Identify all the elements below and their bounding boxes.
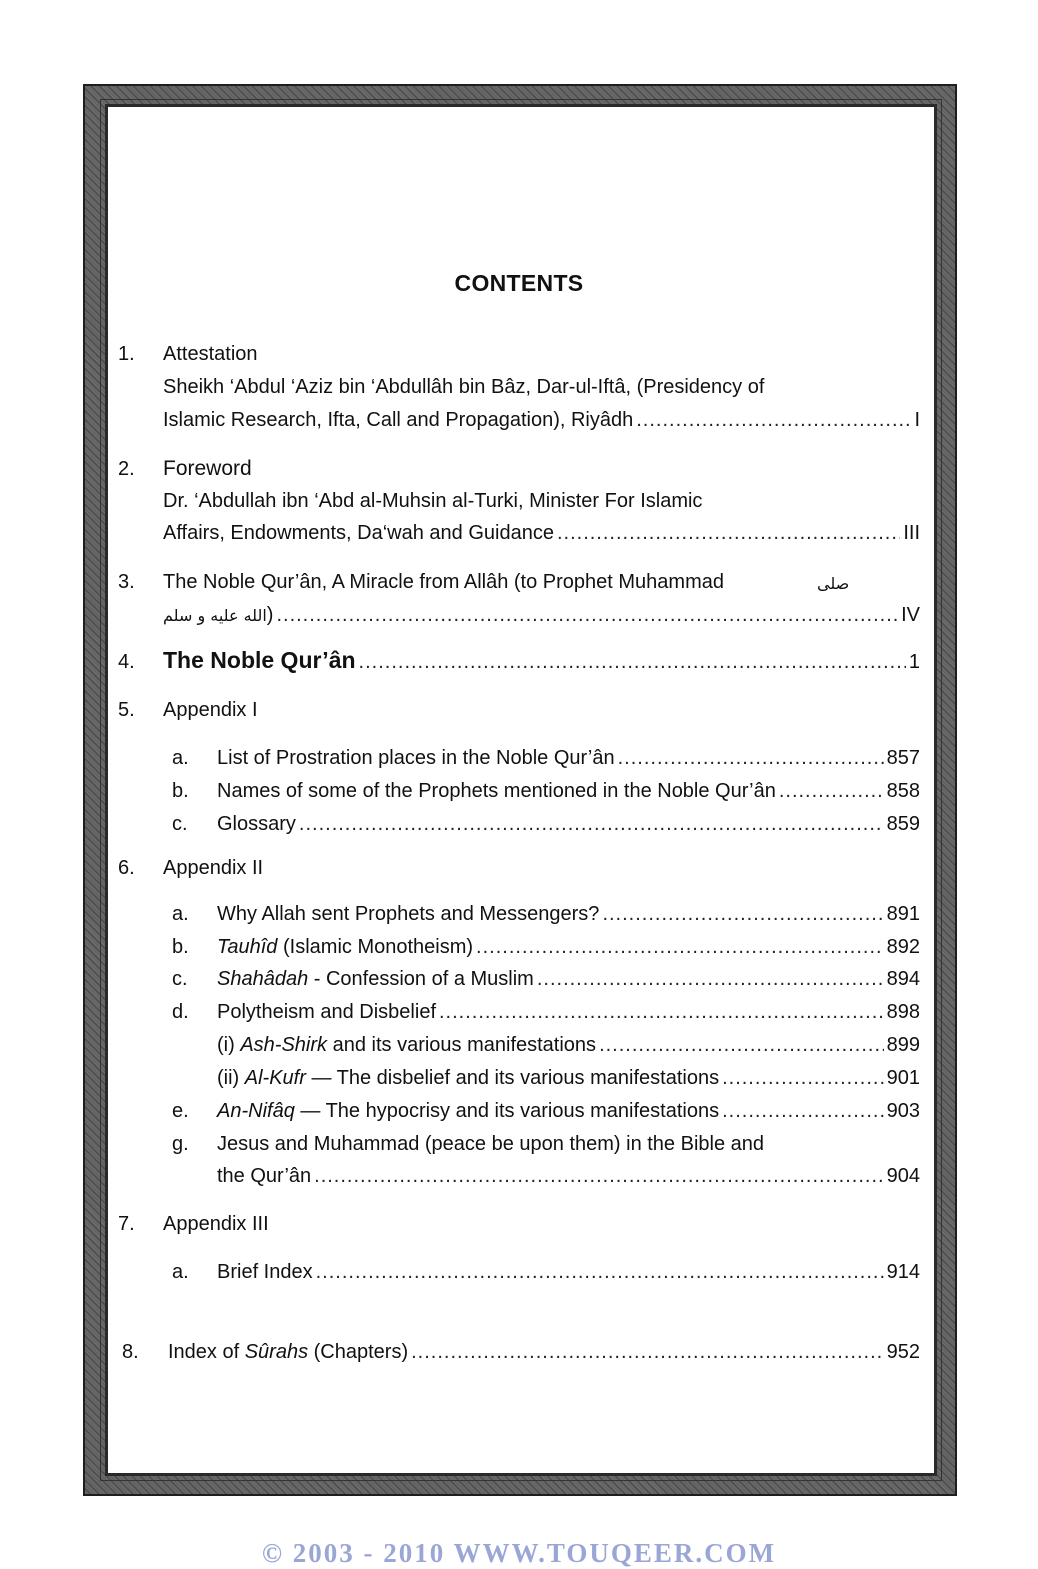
- copyright-footer: © 2003 - 2010 WWW.TOUQEER.COM: [261, 1538, 777, 1568]
- entry-6e-italic: An-Nifâq: [217, 1100, 295, 1122]
- entry-6a-letter: a.: [172, 903, 189, 925]
- entry-2-line2: [163, 521, 920, 545]
- entry-1-line2: [163, 408, 920, 432]
- entry-6g-line2: [217, 1164, 920, 1188]
- entry-6g-letter: g.: [172, 1133, 189, 1155]
- entry-7-heading: Appendix III: [163, 1213, 269, 1235]
- entry-6c-letter: c.: [172, 968, 188, 990]
- entry-2-line1: Dr. ‘Abdullah ibn ‘Abd al-Muhsin al-Turki, Minister For Islamic: [163, 490, 703, 512]
- entry-6d-i-text: and its various manifestations: [327, 1034, 597, 1056]
- entry-6b-page: 892: [886, 936, 920, 958]
- entry-6g-text: the Qur’ân: [217, 1165, 312, 1187]
- entry-5c-text: Glossary: [217, 813, 296, 835]
- entry-3-line1: The Noble Qur’ân, A Miracle from Allâh (to Prophet Muhammad: [163, 571, 724, 593]
- entry-5c-line: [217, 812, 920, 836]
- entry-4-page: 1: [908, 651, 920, 673]
- entry-5b-text: Names of some of the Prophets mentioned in the Noble Qur’ân: [217, 780, 776, 802]
- entry-6d-page: 898: [886, 1001, 920, 1023]
- entry-6d-i-line: [217, 1033, 920, 1057]
- entry-4-line: [163, 648, 920, 674]
- entry-4-heading: The Noble Qur’ân: [163, 647, 356, 673]
- entry-6g-page: 904: [886, 1165, 920, 1187]
- entry-3-arabic-2: الله عليه و سلم: [163, 606, 267, 625]
- entry-6b-line: [217, 935, 920, 959]
- entry-1-page: I: [914, 409, 920, 431]
- entry-8-number: 8.: [122, 1341, 139, 1363]
- entry-6g-line1: Jesus and Muhammad (peace be upon them) in the Bible and: [217, 1133, 765, 1155]
- entry-6d-i-page: 899: [886, 1034, 920, 1056]
- entry-3-arabic-1: صلى: [817, 574, 850, 593]
- entry-6-number: 6.: [118, 857, 135, 879]
- entry-6d-letter: d.: [172, 1001, 189, 1023]
- entry-6e-page: 903: [886, 1100, 920, 1122]
- entry-6a-line: [217, 902, 920, 926]
- entry-5a-page: 857: [886, 747, 920, 769]
- entry-6e-letter: e.: [172, 1100, 189, 1122]
- entry-6c-line: [217, 967, 920, 991]
- entry-5c-letter: c.: [172, 813, 188, 835]
- entry-8-line: [168, 1340, 920, 1364]
- entry-6c-page: 894: [886, 968, 920, 990]
- entry-5-number: 5.: [118, 699, 135, 721]
- entry-6c-italic: Shahâdah: [217, 968, 309, 990]
- entry-4-number: 4.: [118, 651, 135, 673]
- entry-6d-ii-prefix: (ii): [217, 1067, 245, 1089]
- entry-5b-page: 858: [886, 780, 920, 802]
- entry-7a-line: [217, 1260, 920, 1284]
- entry-1-number: 1.: [118, 343, 135, 365]
- page-title: CONTENTS: [454, 270, 584, 296]
- entry-5b-line: [217, 779, 920, 803]
- entry-8-text2: (Chapters): [308, 1341, 409, 1363]
- entry-6b-letter: b.: [172, 936, 189, 958]
- entry-6c-text: - Confession of a Muslim: [308, 968, 534, 990]
- entry-8-text: Index of: [168, 1341, 245, 1363]
- entry-8-italic: Sûrahs: [244, 1341, 309, 1363]
- entry-5-heading: Appendix I: [163, 699, 258, 721]
- entry-6e-line: [217, 1099, 920, 1123]
- entry-3-line2: [163, 603, 920, 628]
- entry-1-text: Islamic Research, Ifta, Call and Propagation), Riyâdh: [163, 409, 634, 431]
- entry-6b-text: (Islamic Monotheism): [277, 936, 474, 958]
- entry-3-page: IV: [901, 604, 920, 626]
- entry-6-heading: Appendix II: [163, 857, 264, 879]
- entry-2-text: Affairs, Endowments, Da‘wah and Guidance: [163, 522, 554, 544]
- entry-5b-letter: b.: [172, 780, 189, 802]
- entry-7a-text: Brief Index: [217, 1261, 313, 1283]
- entry-2-number: 2.: [118, 458, 135, 480]
- entry-6d-text: Polytheism and Disbelief: [217, 1001, 436, 1023]
- entry-2-heading: Foreword: [163, 457, 252, 480]
- entry-6d-ii-page: 901: [886, 1067, 920, 1089]
- entry-6d-line: [217, 1000, 920, 1024]
- entry-6a-text: Why Allah sent Prophets and Messengers?: [217, 903, 600, 925]
- entry-5c-page: 859: [886, 813, 920, 835]
- entry-6d-ii-line: [217, 1066, 920, 1090]
- entry-7-number: 7.: [118, 1213, 135, 1235]
- entry-6e-text: — The hypocrisy and its various manifestations: [294, 1100, 720, 1122]
- entry-7a-letter: a.: [172, 1261, 189, 1283]
- entry-6d-ii-italic: Al-Kufr: [244, 1067, 306, 1089]
- entry-1-line1: Sheikh ‘Abdul ‘Aziz bin ‘Abdullâh bin Bâz, Dar-ul-Iftâ, (Presidency of: [163, 376, 765, 398]
- entry-6d-ii-text: — The disbelief and its various manifestations: [305, 1067, 720, 1089]
- entry-5a-line: [217, 746, 920, 770]
- entry-6d-i-italic: Ash-Shirk: [240, 1034, 328, 1056]
- entry-6b-italic: Tauhîd: [217, 936, 278, 958]
- entry-7a-page: 914: [886, 1261, 920, 1283]
- entry-6a-page: 891: [886, 903, 920, 925]
- entry-5a-text: List of Prostration places in the Noble Qur’ân: [217, 747, 615, 769]
- entry-8-page: 952: [886, 1341, 920, 1363]
- entry-2-page: III: [903, 522, 920, 544]
- entry-5a-letter: a.: [172, 747, 189, 769]
- entry-6d-i-prefix: (i): [217, 1034, 241, 1056]
- entry-1-heading: Attestation: [163, 343, 258, 365]
- entry-3-close-paren: ): [266, 604, 274, 626]
- entry-3-number: 3.: [118, 571, 135, 593]
